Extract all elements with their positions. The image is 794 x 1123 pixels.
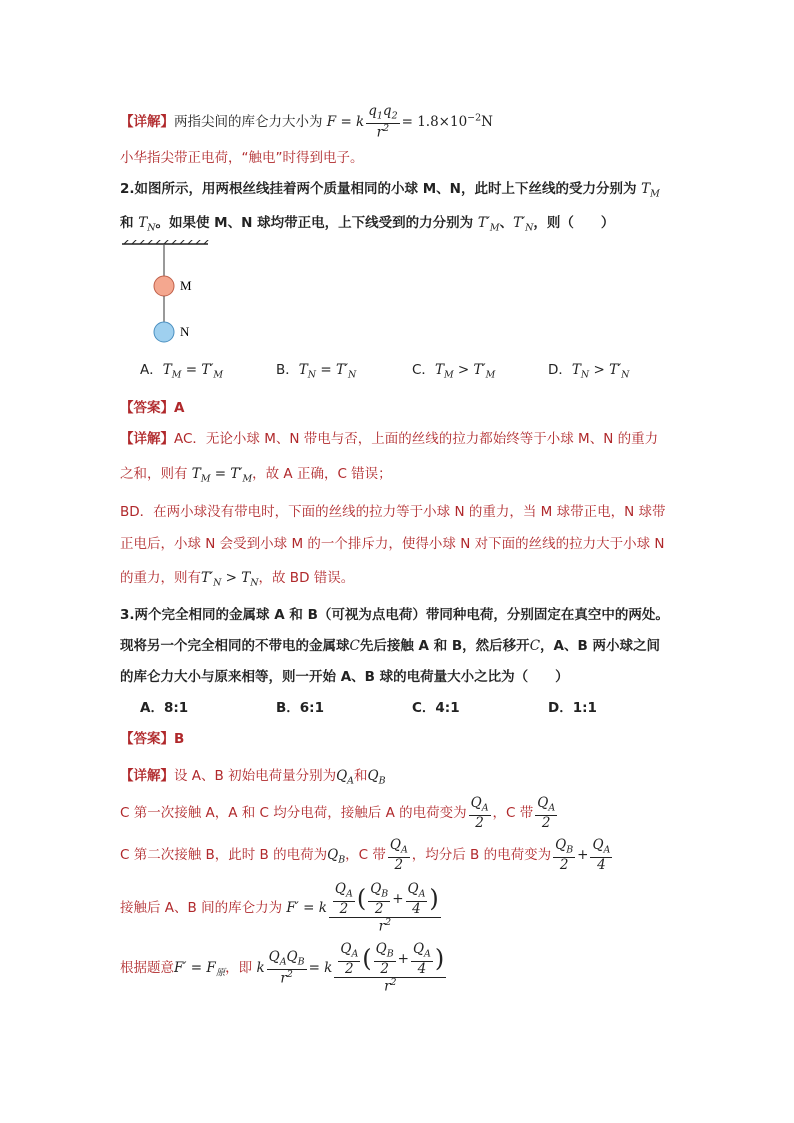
q3-detail-line-4: 接触后 A、B 间的库仑力为 F′ = k $\frac{Q_A}{2}$ ( $\frac{Q_B}{2}$ + $\frac{Q_A}{4}$ ) $r^2$: [120, 882, 443, 935]
q2-options: [140, 358, 684, 381]
q3-option-a[interactable]: A．8:1: [140, 700, 189, 716]
detail-line-1: [120, 104, 493, 141]
q2-option-b[interactable]: B．$T_N = T'_N$: [276, 362, 357, 381]
q2-stem-line-2: 和 $T_N$。如果使 M、N 球均带正电，上下线受到的力分别为 $T'_M$、$T'_N$，则（ ）: [120, 215, 615, 234]
q3-stem-line-1: 3.两个完全相同的金属球 A 和 B（可视为点电荷）带同种电荷，分别固定在真空中的两处。: [120, 607, 669, 623]
detail-text: 两指尖间的库仑力大小为: [174, 113, 323, 130]
coulomb-formula: F = k $\frac{q_1q_2}{r^2}$: [326, 103, 398, 141]
q3-detail-line-3: C 第二次接触 B，此时 B 的电荷为$Q_B$，C 带 $\frac{Q_A}{2}$ ，均分后 B 的电荷变为 $\frac{Q_B}{2}$ + $\frac{Q_A}{4}$: [120, 837, 611, 873]
q3-answer: 【答案】B: [120, 731, 185, 747]
equality-formula: k $\frac{Q_AQ_B}{r^2}$ = k $\frac{Q_A}{2}$ ( $\frac{Q_B}{2}$ + $\frac{Q_A}{4}$ ) $r^2$: [256, 941, 445, 995]
force-after-formula: F′ = k $\frac{Q_A}{2}$ ( $\frac{Q_B}{2}$ + $\frac{Q_A}{4}$ ) $r^2$: [286, 881, 439, 935]
tn-prime-symbol: $T'_N$: [513, 215, 534, 234]
q2-detail-line-2: 之和，则有 $T_M = T'_M$，故 A 正确，C 错误；: [120, 466, 392, 485]
q2-option-a[interactable]: A．$T_M = T'_M$: [140, 362, 224, 381]
q2-answer: 【答案】A: [120, 400, 185, 416]
q3-option-b[interactable]: B．6:1: [276, 700, 324, 716]
q3-option-c[interactable]: C．4:1: [412, 700, 460, 716]
q2-stem-line-1: 2.如图所示，用两根丝线挂着两个质量相同的小球 M、N，此时上下丝线的受力分别为 $T_M$: [120, 181, 660, 200]
tm-symbol: $T_M$: [641, 181, 660, 200]
detail-tag: 【详解】: [120, 113, 174, 130]
force-result: = $1.8\times 10^{-2}N$: [401, 112, 493, 130]
q3-detail-line-5: 根据题意$F' = F_原$，即 k $\frac{Q_AQ_B}{r^2}$ = k $\frac{Q_A}{2}$ ( $\frac{Q_B}{2}$ + $\frac{Q_A}{4}$ ) $r^2$: [120, 942, 448, 995]
q2-detail-line-5: 的重力，则有$T'_N > T_N$，故 BD 错误。: [120, 570, 355, 589]
q3-options: [140, 696, 684, 716]
q2-detail-line-3: BD．在两小球没有带电时，下面的丝线的拉力等于小球 N 的重力，当 M 球带正电，N 球带: [120, 504, 666, 520]
ball-n: [154, 322, 174, 342]
conclusion-a: 小华指尖带正电荷，: [120, 150, 242, 166]
hanging-balls-diagram: [118, 240, 238, 350]
q3-detail-line-1: 【详解】设 A、B 初始电荷量分别为$Q_A$和$Q_B$: [120, 768, 386, 787]
ball-m: [154, 276, 174, 296]
label-m: M: [180, 278, 192, 293]
conclusion-b: “触电”时得到电子。: [241, 150, 364, 166]
q2-detail-line-1: 【详解】AC．无论小球 M、N 带电与否，上面的丝线的拉力都始终等于小球 M、N 的重力: [120, 431, 659, 447]
q2-option-d[interactable]: D．$T_N > T'_N$: [548, 362, 630, 381]
q3-stem-line-2: 现将另一个完全相同的不带电的金属球C先后接触 A 和 B，然后移开C，A、B 两小球之间: [120, 638, 660, 654]
conclusion-line: [120, 146, 364, 166]
q3-stem-line-3: 的库仑力大小与原来相等，则一开始 A、B 球的电荷量大小之比为（ ）: [120, 669, 569, 685]
q2-option-c[interactable]: C．$T_M > T'_M$: [412, 362, 496, 381]
q3-option-d[interactable]: D．1:1: [548, 700, 597, 716]
q2-detail-line-4: 正电后，小球 N 会受到小球 M 的一个排斥力，使得小球 N 对下面的丝线的拉力大于小球 N: [120, 536, 665, 552]
q3-detail-line-2: C 第一次接触 A，A 和 C 均分电荷，接触后 A 的电荷变为 $\frac{Q_A}{2}$ ，C 带 $\frac{Q_A}{2}$: [120, 795, 556, 831]
label-n: N: [180, 324, 190, 339]
tm-prime-symbol: $T'_M$: [477, 215, 500, 234]
tn-symbol: $T_N$: [138, 215, 156, 234]
